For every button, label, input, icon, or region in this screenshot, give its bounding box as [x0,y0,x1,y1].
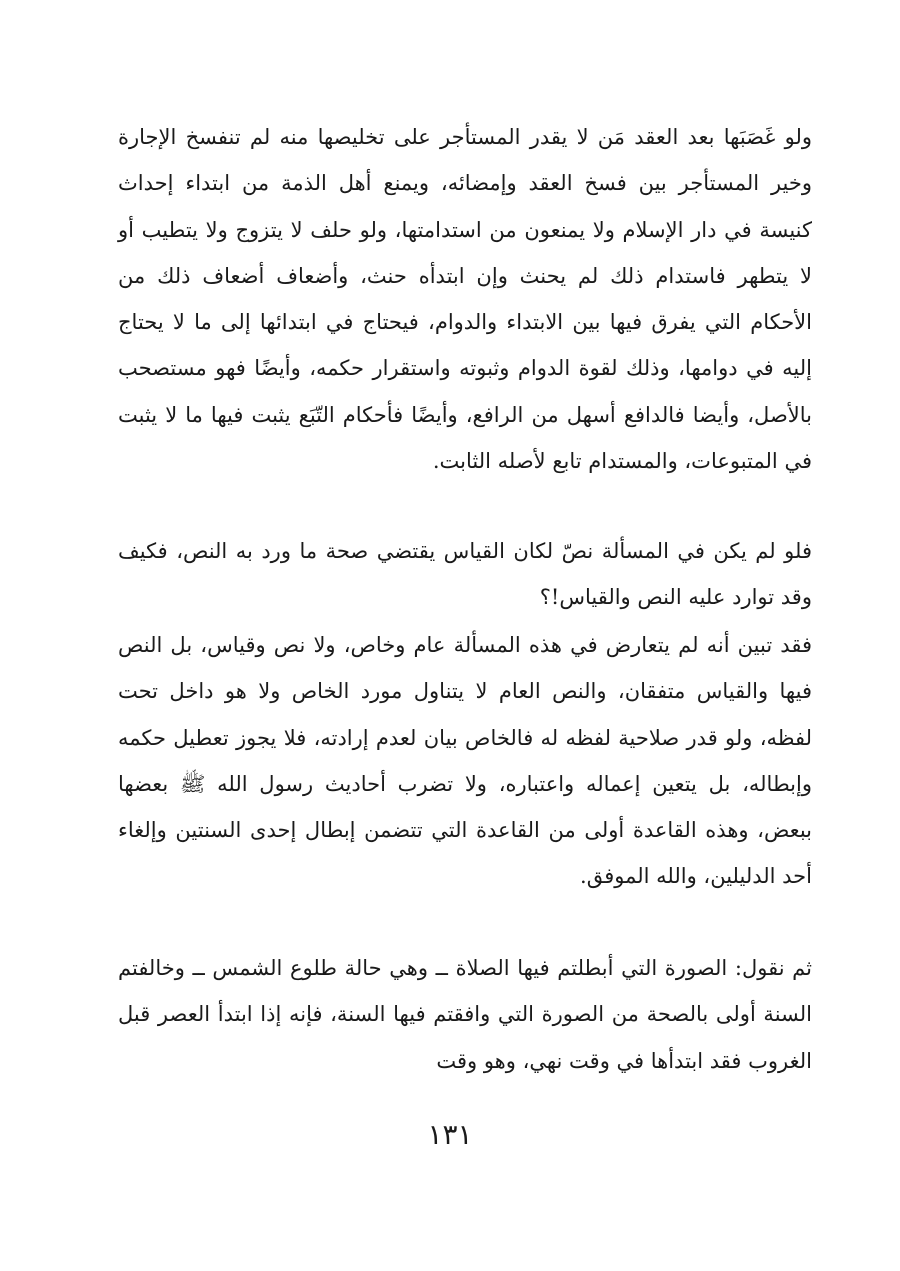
page-number: ١٣١ [427,1118,473,1151]
body-paragraph: ولو غَصَبَها بعد العقد مَن لا يقدر المستأجر على تخليصها منه لم تنفسخ الإجارة وخير المستأجر بين فسخ العقد وإمضائه، ويمنع أهل الذمة من ابتداء إحداث كنيسة في دار الإسلام ولا يمنعون من استدامتها، ولو حلف لا يتزوج ولا يتطيب أو لا يتطهر فاستدام ذلك لم يحنث وإن ابتدأه حنث، وأضعاف أضعاف ذلك من الأحكام التي يفرق فيها بين الابتداء والدوام، فيحتاج في ابتدائها إلى ما لا يحتاج إليه في دوامها، وذلك لقوة الدوام وثبوته واستقرار حكمه، وأيضًا فهو مستصحب بالأصل، وأيضا فالدافع أسهل من الرافع، وأيضًا فأحكام التّبَع يثبت فيها ما لا يثبت في المتبوعات، والمستدام تابع لأصله الثابت. [118,125,812,474]
body-paragraph: فقد تبين أنه لم يتعارض في هذه المسألة عام وخاص، ولا نص وقياس، بل النص فيها والقياس متفقان، والنص العام لا يتناول مورد الخاص ولا هو داخل تحت لفظه، ولو قدر صلاحية لفظه له فالخاص بيان لعدم إرادته، فلا يجوز تعطيل حكمه وإبطاله، بل يتعين إعماله واعتباره، ولا تضرب أحاديث رسول الله ﷺ بعضها ببعض، وهذه القاعدة أولى من القاعدة التي تتضمن إبطال إحدى السنتين وإلغاء أحد الدليلين، والله الموفق. [118,633,812,889]
body-paragraph: ثم نقول: الصورة التي أبطلتم فيها الصلاة ــ وهي حالة طلوع الشمس ــ وخالفتم السنة أولى بالصحة من الصورة التي وافقتم فيها السنة، فإنه إذا ابتدأ العصر قبل الغروب فقد ابتدأها في وقت نهي، وهو وقت [118,956,812,1073]
body-paragraph: فلو لم يكن في المسألة نصّ لكان القياس يقتضي صحة ما ورد به النص، فكيف وقد توارد عليه النص والقياس!؟ [118,539,812,610]
